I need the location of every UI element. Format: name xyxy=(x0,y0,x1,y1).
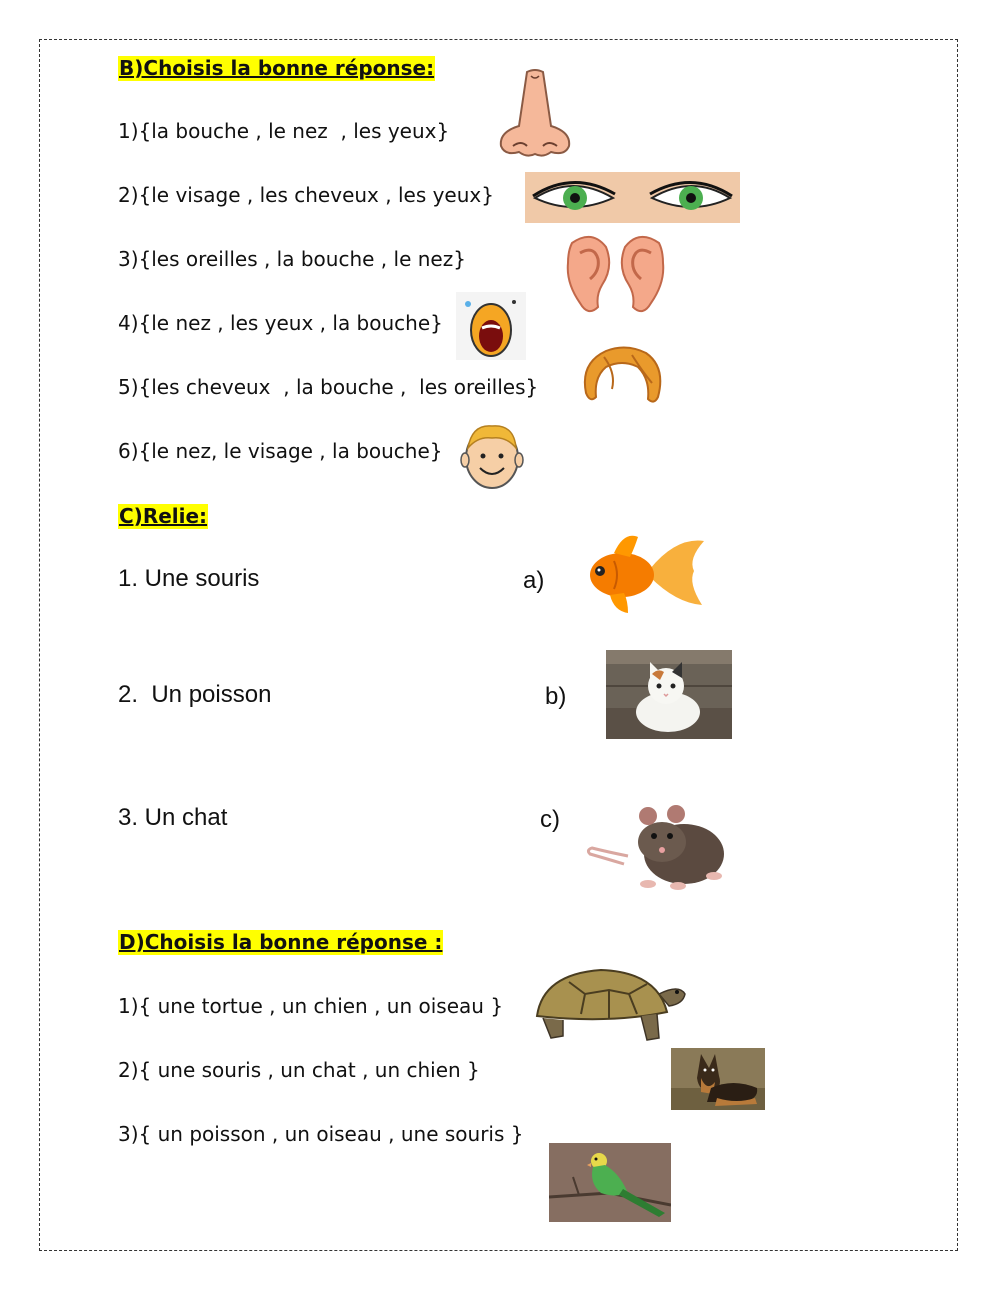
turtle-picture xyxy=(529,964,689,1048)
match-left-2: 2. Un poisson xyxy=(118,681,272,708)
section-b-item-4: 4){le nez , les yeux , la bouche} xyxy=(118,311,443,335)
match-right-a: a) xyxy=(523,567,545,594)
section-b-item-2: 2){le visage , les cheveux , les yeux} xyxy=(118,183,494,207)
face-picture xyxy=(458,418,526,492)
eyes-picture xyxy=(525,172,740,223)
section-d-heading: D)Choisis la bonne réponse : xyxy=(119,930,443,954)
mouse-picture xyxy=(584,792,732,896)
match-right-b: b) xyxy=(545,683,567,710)
section-c-heading: C)Relie: xyxy=(119,504,208,528)
match-left-3: 3. Un chat xyxy=(118,804,228,831)
dog-picture xyxy=(671,1048,765,1110)
hair-picture xyxy=(576,343,666,407)
section-b-item-6: 6){le nez, le visage , la bouche} xyxy=(118,439,443,463)
section-b-item-5: 5){les cheveux , la bouche , les oreilles} xyxy=(118,375,539,399)
section-b-heading: B)Choisis la bonne réponse: xyxy=(119,56,435,80)
section-b-item-3: 3){les oreilles , la bouche , le nez} xyxy=(118,247,466,271)
section-d-item-1: 1){ une tortue , un chien , un oiseau } xyxy=(118,994,504,1018)
ears-picture xyxy=(558,233,673,317)
bird-picture xyxy=(549,1143,671,1222)
cat-picture xyxy=(606,650,732,739)
goldfish-picture xyxy=(584,527,708,617)
mouth-picture xyxy=(456,292,526,360)
section-d-item-2: 2){ une souris , un chat , un chien } xyxy=(118,1058,480,1082)
match-right-c: c) xyxy=(540,806,560,833)
section-d-item-3: 3){ un poisson , un oiseau , une souris } xyxy=(118,1122,524,1146)
section-b-item-1: 1){la bouche , le nez , les yeux} xyxy=(118,119,450,143)
match-left-1: 1. Une souris xyxy=(118,565,260,592)
nose-picture xyxy=(495,66,575,158)
